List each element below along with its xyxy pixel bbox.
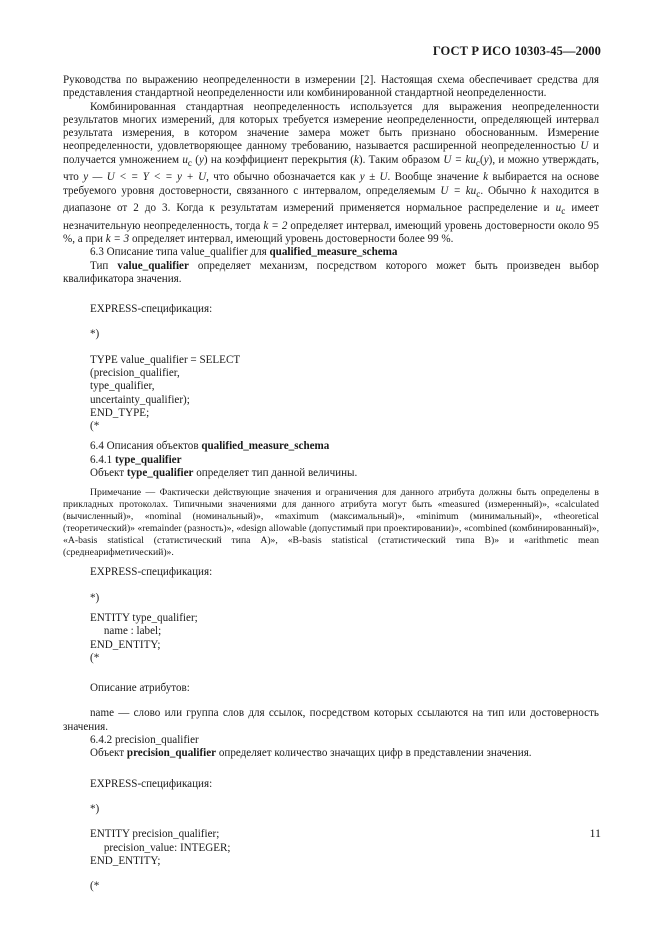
code-line: TYPE value_qualifier = SELECT (90, 353, 241, 366)
paragraph-combined-uncertainty: Комбинированная стандартная неопределенность используется для выражения неопределенности результатов многих измерений, для которых требуется измерение неопределенности, определяющей интервал результата измерения, в котором значение замера может быть признано обоснованным. Измерение неопределенности, удовлетворяющее данному требованию, называется расширенной неопределенностью U и получается умножением $u_c$ (y) на коэффициент перекрытия (k). Таким образом $U = ku_c(y)$, и можно утверждать, что y — U < = Y < = y + U, что обычно обозначается как y ± U. Вообще значение k выбирается на основе требуемого уровня достоверности, связанного с интервалом, определяемым $U = ku_c$. Обычно k находится в диапазоне от 2 до 3. Когда к результатам измерений применяется нормальное распределение и $u_c$ имеет незначительную неопределенность, тогда k = 2 определяет интервал, имеющий уровень достоверности около 95 %, а при k = 3 определяет интервал, имеющий уровень достоверности более 99 %. (63, 100, 600, 245)
express-close: (* (90, 651, 100, 664)
express-label: EXPRESS-спецификация: (90, 566, 213, 579)
code-line: END_ENTITY; (90, 854, 161, 867)
express-block-precision-qualifier (63, 828, 599, 868)
code-line: type_qualifier, (90, 380, 155, 393)
code-line: ENTITY precision_qualifier; (90, 828, 220, 841)
document-header: ГОСТ Р ИСО 10303-45—2000 (432, 44, 601, 58)
code-line: END_TYPE; (90, 406, 150, 419)
express-close: (* (90, 420, 100, 433)
express-open: *) (90, 802, 100, 815)
express-label: EXPRESS-спецификация: (90, 777, 213, 790)
code-line: END_ENTITY; (90, 638, 161, 651)
attribute-name-description: name — слово или группа слов для ссылок, посредством которых ссылаются на тип или достоверность значения. (63, 707, 599, 733)
paragraph-value-qualifier: Тип value_qualifier определяет механизм, посредством которого может быть произведен выбор квалификатора значения. (63, 259, 599, 285)
attributes-label: Описание атрибутов: (90, 682, 190, 695)
express-block-type (63, 354, 599, 420)
code-line: ENTITY type_qualifier; (90, 611, 198, 624)
paragraph-intro: Руководства по выражению неопределенности в измерении [2]. Настоящая схема обеспечивает средства для представления стандартной неопределенности или комбинированной стандартной неопределенности. (63, 74, 599, 100)
paragraph-type-qualifier: Объект type_qualifier определяет тип данной величины. (90, 467, 358, 480)
code-line: uncertainty_qualifier); (90, 393, 190, 406)
paragraph-precision-qualifier: Объект precision_qualifier определяет количество значащих цифр в представлении значения. (90, 747, 532, 760)
section-heading-6-3: 6.3 Описание типа value_qualifier для qualified_measure_schema (90, 246, 398, 259)
express-open: *) (90, 328, 100, 341)
code-line: (precision_qualifier, (90, 367, 180, 379)
page-number: 11 (589, 826, 601, 840)
section-heading-6-4: 6.4 Описания объектов qualified_measure_schema (90, 440, 330, 453)
express-open: *) (90, 591, 100, 604)
note-paragraph: Примечание — Фактически действующие значения и ограничения для данного атрибута должны быть определены в прикладных протоколах. Типичными значениями для данного атрибута могут быть «measured (измеренный)», «calculated (вычисленный)», «nominal (номинальный)», «maximum (максимальный)», «minimum (минимальный)», «theoretical (теоретический)» «remainder (разность)», «design allowable (допустимый при проектировании)», «combined (комбинированный)», «A-basis statistical (статистический типа A)», «B-basis statistical (статистический типа B)» и «arithmetic mean (среднеарифметический)». (63, 487, 599, 559)
section-heading-6-4-1: 6.4.1 type_qualifier (90, 453, 182, 466)
express-label: EXPRESS-спецификация: (90, 303, 213, 316)
express-block-type-qualifier (63, 612, 599, 652)
document-body (63, 74, 599, 893)
section-heading-6-4-2: 6.4.2 precision_qualifier (90, 734, 199, 747)
code-line: precision_value: INTEGER; (90, 841, 231, 854)
express-close: (* (90, 880, 100, 893)
code-line: name : label; (90, 625, 162, 638)
